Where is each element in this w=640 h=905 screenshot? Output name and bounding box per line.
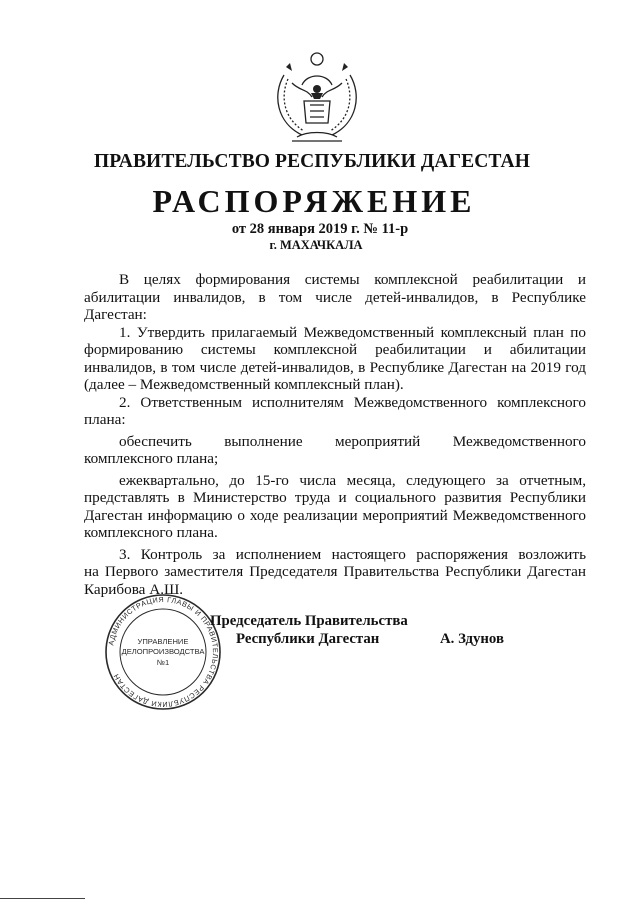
paragraph-line: Дагестан информацию о ходе реализации мероприятий Межведомственного: [84, 506, 586, 524]
stamp-center-line: УПРАВЛЕНИЕ: [137, 637, 189, 646]
signatory-name: А. Здунов: [440, 631, 504, 647]
signatory-title-line1: Председатель Правительства: [210, 613, 408, 629]
city: г. МАХАЧКАЛА: [269, 238, 363, 252]
divider: [0, 898, 85, 899]
coat-of-arms-icon: [262, 45, 372, 145]
paragraph-line: 2. Ответственным исполнителям Межведомственного комплексного: [119, 393, 586, 411]
signatory-title-line2: Республики Дагестан: [236, 631, 380, 647]
paragraph-line: (далее – Межведомственный комплексный план).: [84, 376, 404, 393]
paragraph-line: ежеквартально, до 15-го числа месяца, следующего за отчетным,: [119, 471, 586, 489]
stamp-ring-text: АДМИНИСТРАЦИЯ ГЛАВЫ И ПРАВИТЕЛЬСТВА РЕСПУБЛИКИ ДАГЕСТАН: [106, 594, 221, 710]
paragraph-line: инвалидов, в том числе детей-инвалидов, в Республике Дагестан на 2019 год: [84, 358, 586, 376]
paragraph-line: В целях формирования системы комплексной реабилитации и: [119, 271, 586, 288]
paragraph-line: комплексного плана.: [84, 524, 218, 541]
paragraph-line: представлять в Министерство труда и социального развития Республики: [84, 489, 586, 506]
paragraph-line: абилитации инвалидов, в том числе детей-инвалидов, в Республике Дагестан:: [84, 288, 586, 323]
document-type-title: РАСПОРЯЖЕНИЕ: [152, 183, 476, 219]
paragraph-line: формированию системы комплексной реабилитации и абилитации: [84, 341, 586, 358]
paragraph-line: плана:: [84, 411, 126, 428]
paragraph-line: комплексного плана;: [84, 450, 219, 467]
paragraph-line: Карибова А.Ш.: [84, 580, 184, 598]
paragraph-line: 3. Контроль за исполнением настоящего распоряжения возложить: [119, 545, 586, 563]
paragraph-line: обеспечить выполнение мероприятий Межведомственного: [119, 432, 586, 450]
stamp-center-line: №1: [156, 658, 170, 667]
stamp-center-line: ДЕЛОПРОИЗВОДСТВА: [121, 647, 205, 656]
paragraph-line: 1. Утвердить прилагаемый Межведомственный комплексный план по: [119, 323, 586, 341]
date-number: от 28 января 2019 г. № 11-р: [231, 221, 409, 237]
official-stamp: [102, 592, 224, 712]
document-body: [84, 271, 586, 598]
paragraph-line: на Первого заместителя Председателя Правительства Республики Дагестан: [84, 563, 586, 580]
government-title: ПРАВИТЕЛЬСТВО РЕСПУБЛИКИ ДАГЕСТАН: [93, 151, 530, 172]
